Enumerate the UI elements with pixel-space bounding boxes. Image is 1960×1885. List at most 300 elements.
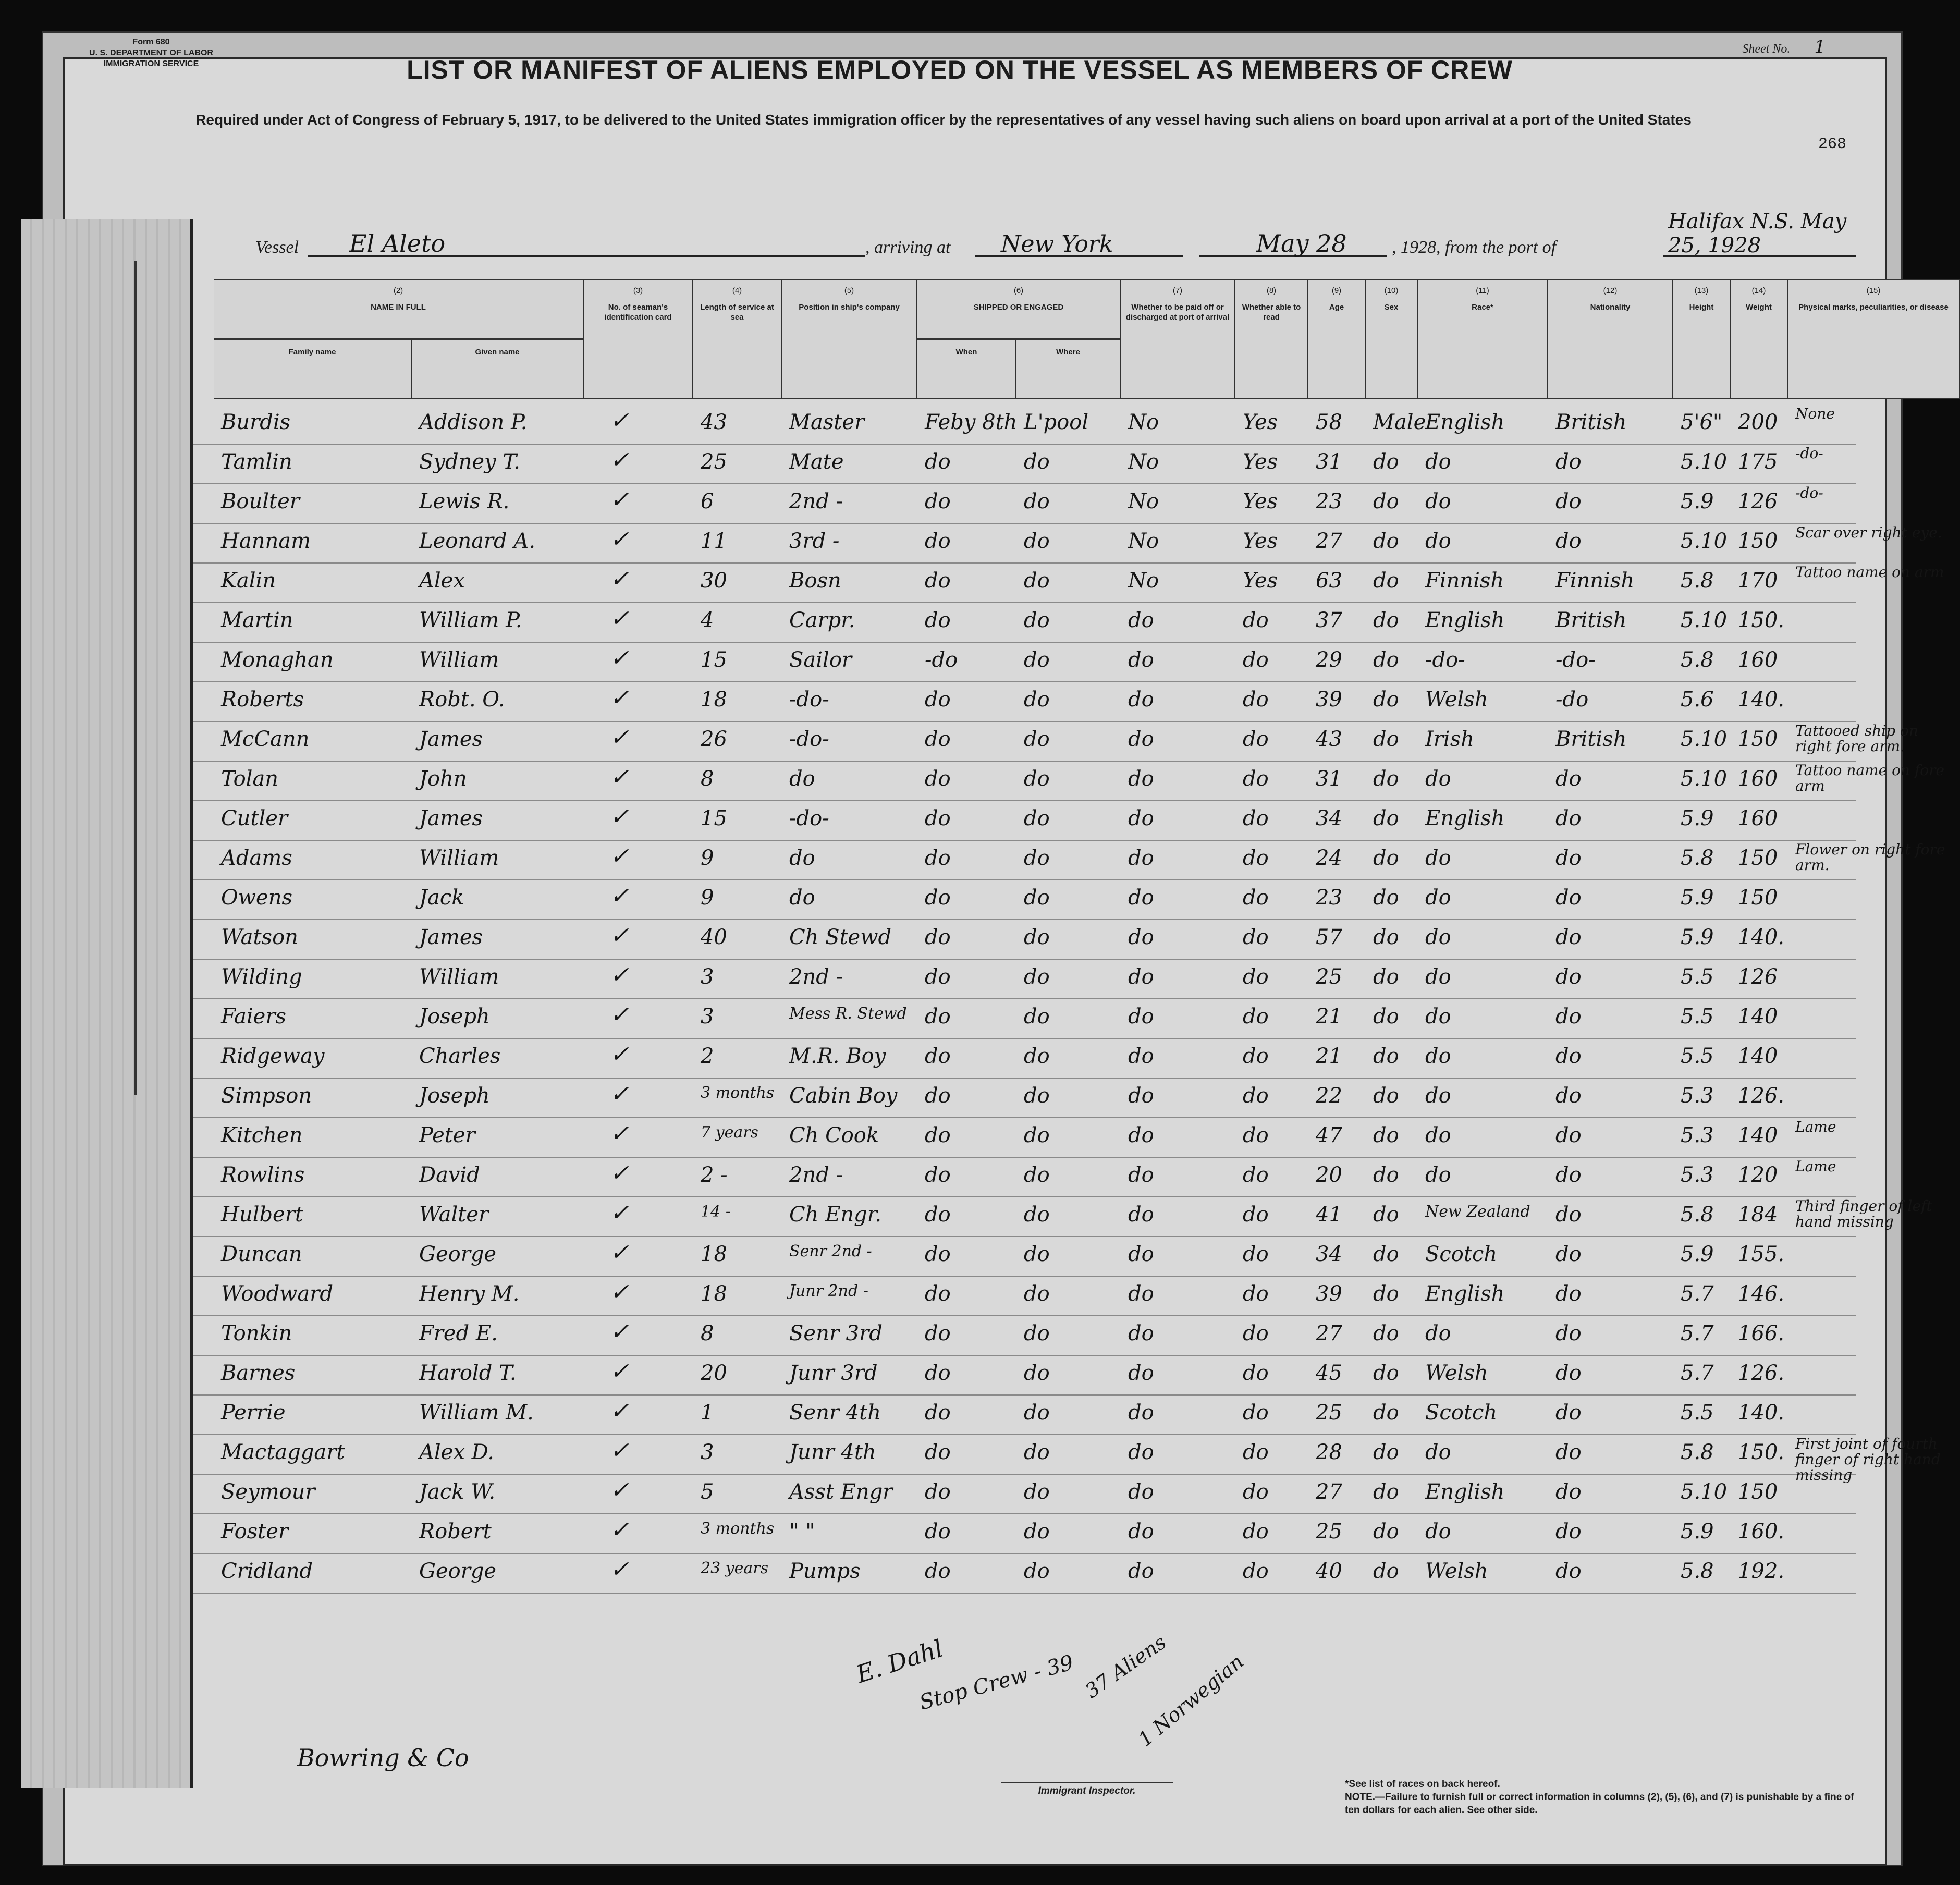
table-row xyxy=(193,1474,1856,1514)
cell-service: 3 xyxy=(701,1005,714,1029)
cell-read: do xyxy=(1243,1005,1269,1029)
cell-nat: do xyxy=(1555,1440,1582,1464)
cell-when: do xyxy=(925,608,951,632)
cell-height: 5.9 xyxy=(1681,886,1714,910)
cell-position: -do- xyxy=(789,727,829,751)
cell-given: Walter xyxy=(419,1203,489,1227)
cell-marks: Scar over right eye. xyxy=(1795,524,1942,541)
cell-where: do xyxy=(1024,1203,1050,1227)
cell-position: 2nd - xyxy=(789,965,843,989)
cell-marks: Tattoo name on fore arm xyxy=(1795,762,1945,794)
cell-service: 2 xyxy=(701,1044,714,1068)
table-row xyxy=(193,840,1945,880)
cell-position: Pumps xyxy=(789,1559,861,1583)
header-race xyxy=(1418,279,1548,399)
cell-read: Yes xyxy=(1243,569,1278,593)
cell-family: Adams xyxy=(221,846,292,870)
header-label: Age xyxy=(1329,303,1344,312)
identification-checkmark: ✓ xyxy=(610,1239,629,1266)
cell-nat: -do xyxy=(1555,688,1589,712)
cell-sex: do xyxy=(1373,1242,1399,1266)
cell-age: 29 xyxy=(1316,648,1342,672)
cell-age: 25 xyxy=(1316,1401,1342,1425)
cell-given: Alex xyxy=(419,569,465,593)
cell-sex: do xyxy=(1373,569,1399,593)
cell-race: New Zealand xyxy=(1425,1203,1530,1221)
arrival-date: May 28 xyxy=(1256,229,1347,258)
cell-read: do xyxy=(1243,1123,1269,1147)
identification-checkmark: ✓ xyxy=(610,1516,629,1543)
cell-where: do xyxy=(1024,1440,1050,1464)
cell-age: 24 xyxy=(1316,846,1342,870)
cell-given: David xyxy=(419,1163,480,1187)
cell-weight: 150 xyxy=(1738,529,1778,553)
cell-where: do xyxy=(1024,886,1050,910)
table-row xyxy=(193,959,1856,999)
cell-race: English xyxy=(1425,1480,1505,1504)
cell-position: 2nd - xyxy=(789,1163,843,1187)
header-label: Nationality xyxy=(1590,303,1631,312)
cell-height: 5.8 xyxy=(1681,846,1714,870)
cell-family: Mactaggart xyxy=(221,1440,345,1464)
cell-sex: do xyxy=(1373,1321,1399,1345)
cell-race: do xyxy=(1425,965,1451,989)
cell-height: 5.10 xyxy=(1681,529,1728,553)
header-label: Where xyxy=(1056,348,1080,357)
table-row xyxy=(193,642,1856,682)
cell-where: do xyxy=(1024,1123,1050,1147)
identification-checkmark: ✓ xyxy=(610,1398,629,1424)
cell-sex: do xyxy=(1373,648,1399,672)
company-signature: Bowring & Co xyxy=(297,1744,469,1772)
cell-service: 1 xyxy=(701,1401,714,1425)
header-label: Given name xyxy=(475,348,520,357)
cell-sex: do xyxy=(1373,1044,1399,1068)
cell-weight: 126. xyxy=(1738,1084,1785,1108)
cell-paid: do xyxy=(1128,1203,1154,1227)
identification-checkmark: ✓ xyxy=(610,1556,629,1583)
cell-paid: do xyxy=(1128,1401,1154,1425)
cell-age: 39 xyxy=(1316,688,1342,712)
header-num: (6) xyxy=(1013,286,1024,295)
header-sex xyxy=(1366,279,1418,399)
cell-position: Junr 3rd xyxy=(789,1361,878,1385)
cell-paid: do xyxy=(1128,806,1154,830)
cell-position: Master xyxy=(789,410,865,434)
cell-given: George xyxy=(419,1242,497,1266)
cell-height: 5.9 xyxy=(1681,806,1714,830)
cell-read: do xyxy=(1243,1559,1269,1583)
identification-checkmark: ✓ xyxy=(610,526,629,553)
cell-nat: do xyxy=(1555,1123,1582,1147)
cell-family: Cutler xyxy=(221,806,288,830)
cell-family: Monaghan xyxy=(221,648,334,672)
cell-where: do xyxy=(1024,529,1050,553)
header-label: Length of service at sea xyxy=(700,303,774,322)
cell-weight: 192. xyxy=(1738,1559,1785,1583)
cell-position: Junr 2nd - xyxy=(789,1282,868,1300)
cell-given: Robt. O. xyxy=(419,688,505,712)
cell-family: Tonkin xyxy=(221,1321,292,1345)
cell-height: 5.8 xyxy=(1681,1559,1714,1583)
cell-weight: 150. xyxy=(1738,608,1785,632)
cell-when: do xyxy=(925,1123,951,1147)
cell-family: Watson xyxy=(221,925,298,949)
cell-when: do xyxy=(925,1044,951,1068)
cell-when: do xyxy=(925,1203,951,1227)
cell-when: do xyxy=(925,489,951,513)
cell-read: do xyxy=(1243,688,1269,712)
cell-when: do xyxy=(925,846,951,870)
cell-family: Boulter xyxy=(221,489,300,513)
cell-race: Welsh xyxy=(1425,688,1488,712)
cell-given: William M. xyxy=(419,1401,534,1425)
cell-paid: do xyxy=(1128,846,1154,870)
cell-age: 39 xyxy=(1316,1282,1342,1306)
cell-age: 21 xyxy=(1316,1044,1342,1068)
cell-paid: No xyxy=(1128,410,1159,434)
cell-family: Foster xyxy=(221,1520,289,1544)
cell-height: 5.10 xyxy=(1681,1480,1728,1504)
cell-read: Yes xyxy=(1243,529,1278,553)
header-num: (12) xyxy=(1603,286,1618,295)
cell-nat: do xyxy=(1555,529,1582,553)
cell-paid: do xyxy=(1128,1480,1154,1504)
cell-service: 30 xyxy=(701,569,727,593)
cell-nat: do xyxy=(1555,846,1582,870)
cell-height: 5.9 xyxy=(1681,489,1714,513)
cell-age: 25 xyxy=(1316,1520,1342,1544)
cell-given: Jack xyxy=(419,886,464,910)
cell-weight: 126 xyxy=(1738,489,1778,513)
cell-sex: do xyxy=(1373,529,1399,553)
cell-where: do xyxy=(1024,1084,1050,1108)
header-label: Whether able to read xyxy=(1242,303,1301,322)
cell-weight: 146. xyxy=(1738,1282,1785,1306)
cell-race: Scotch xyxy=(1425,1401,1498,1425)
cell-given: Jack W. xyxy=(419,1480,496,1504)
cell-age: 28 xyxy=(1316,1440,1342,1464)
cell-paid: do xyxy=(1128,925,1154,949)
cell-age: 31 xyxy=(1316,767,1342,791)
cell-given: Fred E. xyxy=(419,1321,498,1345)
table-row xyxy=(193,1355,1856,1396)
cell-family: Cridland xyxy=(221,1559,313,1583)
table-row xyxy=(193,879,1856,920)
cell-where: do xyxy=(1024,1321,1050,1345)
cell-position: Sailor xyxy=(789,648,852,672)
cell-sex: do xyxy=(1373,925,1399,949)
cell-when: do xyxy=(925,1440,951,1464)
cell-age: 23 xyxy=(1316,886,1342,910)
cell-race: do xyxy=(1425,846,1451,870)
cell-nat: do xyxy=(1555,1480,1582,1504)
header-family xyxy=(214,339,412,399)
header-num: (5) xyxy=(844,286,854,295)
table-row xyxy=(193,1276,1856,1316)
cell-sex: do xyxy=(1373,1480,1399,1504)
vessel-label: Vessel xyxy=(255,238,299,257)
cell-family: Hulbert xyxy=(221,1203,303,1227)
cell-given: William xyxy=(419,965,499,989)
vessel-name: El Aleto xyxy=(349,229,446,258)
identification-checkmark: ✓ xyxy=(610,1160,629,1186)
identification-checkmark: ✓ xyxy=(610,447,629,473)
cell-given: Sydney T. xyxy=(419,450,520,474)
cell-given: Alex D. xyxy=(419,1440,494,1464)
sheet-number xyxy=(1742,36,1826,57)
cell-weight: 140 xyxy=(1738,1123,1778,1147)
cell-read: do xyxy=(1243,1520,1269,1544)
table-row xyxy=(193,1196,1932,1237)
cell-read: do xyxy=(1243,1242,1269,1266)
header-when xyxy=(917,339,1016,399)
cell-sex: do xyxy=(1373,489,1399,513)
inspector-signature: E. Dahl xyxy=(852,1634,947,1689)
cell-where: do xyxy=(1024,1163,1050,1187)
identification-checkmark: ✓ xyxy=(610,566,629,592)
header-num: (4) xyxy=(732,286,742,295)
cell-family: Kalin xyxy=(221,569,276,593)
cell-race: English xyxy=(1425,806,1505,830)
table-row xyxy=(193,1553,1856,1594)
cell-given: John xyxy=(419,767,467,791)
cell-where: do xyxy=(1024,767,1050,791)
cell-race: Scotch xyxy=(1425,1242,1498,1266)
cell-weight: 160 xyxy=(1738,806,1778,830)
cell-height: 5'6" xyxy=(1681,410,1723,434)
cell-sex: do xyxy=(1373,1163,1399,1187)
cell-read: do xyxy=(1243,1163,1269,1187)
header-given xyxy=(412,339,584,399)
cell-weight: 150 xyxy=(1738,886,1778,910)
cell-height: 5.9 xyxy=(1681,1520,1714,1544)
cell-when: do xyxy=(925,1559,951,1583)
cell-read: do xyxy=(1243,846,1269,870)
cell-paid: No xyxy=(1128,489,1159,513)
cell-marks: First joint of fourth finger of right hand missing xyxy=(1795,1435,1941,1484)
cell-paid: do xyxy=(1128,767,1154,791)
cell-nat: do xyxy=(1555,1520,1582,1544)
cell-service: 25 xyxy=(701,450,727,474)
identification-checkmark: ✓ xyxy=(610,764,629,790)
cell-height: 5.8 xyxy=(1681,569,1714,593)
vessel-line xyxy=(255,210,1856,261)
cell-service: 2 - xyxy=(701,1163,728,1187)
cell-family: Tolan xyxy=(221,767,279,791)
identification-checkmark: ✓ xyxy=(610,605,629,632)
cell-family: Kitchen xyxy=(221,1123,303,1147)
cell-service: 8 xyxy=(701,1321,714,1345)
cell-family: Duncan xyxy=(221,1242,302,1266)
cell-when: do xyxy=(925,1242,951,1266)
cell-read: do xyxy=(1243,1440,1269,1464)
cell-age: 22 xyxy=(1316,1084,1342,1108)
cell-age: 34 xyxy=(1316,806,1342,830)
cell-read: do xyxy=(1243,1361,1269,1385)
cell-race: Irish xyxy=(1425,727,1475,751)
table-row xyxy=(193,761,1945,801)
cell-sex: do xyxy=(1373,806,1399,830)
cell-paid: do xyxy=(1128,648,1154,672)
cell-weight: 175 xyxy=(1738,450,1778,474)
cell-age: 63 xyxy=(1316,569,1342,593)
cell-read: do xyxy=(1243,1480,1269,1504)
cell-position: 3rd - xyxy=(789,529,840,553)
cell-read: do xyxy=(1243,1203,1269,1227)
cell-age: 45 xyxy=(1316,1361,1342,1385)
identification-checkmark: ✓ xyxy=(610,724,629,751)
cell-family: Tamlin xyxy=(221,450,292,474)
cell-when: -do xyxy=(925,648,958,672)
cell-sex: do xyxy=(1373,886,1399,910)
cell-race: do xyxy=(1425,1440,1451,1464)
cell-weight: 140 xyxy=(1738,1005,1778,1029)
cell-marks: None xyxy=(1795,405,1835,422)
cell-service: 9 xyxy=(701,846,714,870)
header-num: (15) xyxy=(1866,286,1881,295)
cell-read: do xyxy=(1243,1044,1269,1068)
header-num: (11) xyxy=(1476,286,1489,295)
cell-age: 27 xyxy=(1316,1321,1342,1345)
cell-where: do xyxy=(1024,569,1050,593)
cell-paid: do xyxy=(1128,1005,1154,1029)
cell-position: Ch Stewd xyxy=(789,925,892,949)
cell-given: Leonard A. xyxy=(419,529,535,553)
cell-service: 18 xyxy=(701,1282,727,1306)
table-row xyxy=(193,800,1856,841)
cell-given: James xyxy=(419,727,483,751)
cell-family: Ridgeway xyxy=(221,1044,325,1068)
cell-service: 18 xyxy=(701,688,727,712)
cell-paid: do xyxy=(1128,1163,1154,1187)
cell-weight: 155. xyxy=(1738,1242,1785,1266)
cell-service: 20 xyxy=(701,1361,727,1385)
identification-checkmark: ✓ xyxy=(610,1041,629,1068)
cell-nat: do xyxy=(1555,886,1582,910)
identification-checkmark: ✓ xyxy=(610,803,629,830)
cell-where: do xyxy=(1024,489,1050,513)
cell-age: 57 xyxy=(1316,925,1342,949)
identification-checkmark: ✓ xyxy=(610,645,629,671)
cell-family: Owens xyxy=(221,886,292,910)
form-department: U. S. DEPARTMENT OF LABOR xyxy=(89,48,213,57)
cell-marks: Tattooed ship on right fore arm. xyxy=(1795,722,1918,755)
cell-where: do xyxy=(1024,1480,1050,1504)
header-label: When xyxy=(956,348,977,357)
cell-read: do xyxy=(1243,727,1269,751)
cell-when: do xyxy=(925,1163,951,1187)
cell-when: do xyxy=(925,450,951,474)
header-where xyxy=(1016,339,1121,399)
identification-checkmark: ✓ xyxy=(610,1477,629,1503)
header-label: Weight xyxy=(1746,303,1772,312)
cell-where: L'pool xyxy=(1024,410,1089,434)
header-label: Sex xyxy=(1384,303,1399,312)
header-num: (3) xyxy=(633,286,643,295)
cell-marks: -do- xyxy=(1795,484,1823,501)
cell-service: 23 years xyxy=(701,1559,769,1577)
cell-marks: Lame xyxy=(1795,1118,1836,1135)
cell-sex: do xyxy=(1373,1005,1399,1029)
cell-nat: do xyxy=(1555,489,1582,513)
cell-given: William xyxy=(419,846,499,870)
table-row xyxy=(193,998,1856,1039)
cell-position: Bosn xyxy=(789,569,841,593)
cell-height: 5.10 xyxy=(1681,450,1728,474)
cell-where: do xyxy=(1024,727,1050,751)
cell-given: William xyxy=(419,648,499,672)
cell-where: do xyxy=(1024,450,1050,474)
cell-race: English xyxy=(1425,410,1505,434)
cell-weight: 160. xyxy=(1738,1520,1785,1544)
cell-position: " " xyxy=(789,1520,815,1544)
aliens-count-note: 37 Aliens xyxy=(1081,1630,1171,1703)
cell-marks: Lame xyxy=(1795,1158,1836,1175)
cell-family: Seymour xyxy=(221,1480,315,1504)
cell-height: 5.10 xyxy=(1681,608,1728,632)
cell-weight: 126. xyxy=(1738,1361,1785,1385)
cell-paid: do xyxy=(1128,1520,1154,1544)
cell-height: 5.5 xyxy=(1681,1401,1714,1425)
cell-weight: 166. xyxy=(1738,1321,1785,1345)
cell-position: Asst Engr xyxy=(789,1480,893,1504)
cell-paid: do xyxy=(1128,1440,1154,1464)
cell-age: 23 xyxy=(1316,489,1342,513)
cell-when: do xyxy=(925,727,951,751)
cell-height: 5.5 xyxy=(1681,965,1714,989)
cell-height: 5.8 xyxy=(1681,648,1714,672)
cell-height: 5.10 xyxy=(1681,727,1728,751)
identification-checkmark: ✓ xyxy=(610,1318,629,1345)
cell-sex: do xyxy=(1373,1440,1399,1464)
cell-nat: do xyxy=(1555,925,1582,949)
document-title: LIST OR MANIFEST OF ALIENS EMPLOYED ON THE VESSEL AS MEMBERS OF CREW xyxy=(407,55,1513,84)
cell-service: 40 xyxy=(701,925,727,949)
form-service: IMMIGRATION SERVICE xyxy=(103,59,199,68)
header-num: (8) xyxy=(1266,286,1277,295)
cell-paid: do xyxy=(1128,608,1154,632)
cell-weight: 120 xyxy=(1738,1163,1778,1187)
cell-height: 5.5 xyxy=(1681,1005,1714,1029)
cell-paid: do xyxy=(1128,1242,1154,1266)
identification-checkmark: ✓ xyxy=(610,1120,629,1147)
cell-sex: do xyxy=(1373,450,1399,474)
identification-checkmark: ✓ xyxy=(610,1437,629,1464)
header-height xyxy=(1673,279,1731,399)
cell-nat: Finnish xyxy=(1555,569,1635,593)
cell-weight: 200 xyxy=(1738,410,1778,434)
cell-paid: do xyxy=(1128,727,1154,751)
cell-nat: do xyxy=(1555,1282,1582,1306)
document-subtitle: Required under Act of Congress of February 5, 1917, to be delivered to the United States immigration officer by the representatives of any vessel having such aliens on board upon arrival at a port of the United States xyxy=(195,112,1692,128)
cell-sex: do xyxy=(1373,767,1399,791)
identification-checkmark: ✓ xyxy=(610,1001,629,1028)
arriving-port: New York xyxy=(1001,231,1113,258)
cell-nat: British xyxy=(1555,727,1627,751)
table-row xyxy=(193,1236,1856,1277)
cell-age: 58 xyxy=(1316,410,1342,434)
header-label: Whether to be paid off or discharged at port of arrival xyxy=(1125,303,1230,322)
cell-marks: Third finger of left hand missing xyxy=(1795,1197,1932,1230)
cell-race: do xyxy=(1425,450,1451,474)
cell-height: 5.9 xyxy=(1681,925,1714,949)
cell-position: do xyxy=(789,767,815,791)
cell-given: William P. xyxy=(419,608,522,632)
form-number: Form 680 xyxy=(132,38,170,46)
cell-service: 26 xyxy=(701,727,727,751)
cell-position: Mate xyxy=(789,450,844,474)
